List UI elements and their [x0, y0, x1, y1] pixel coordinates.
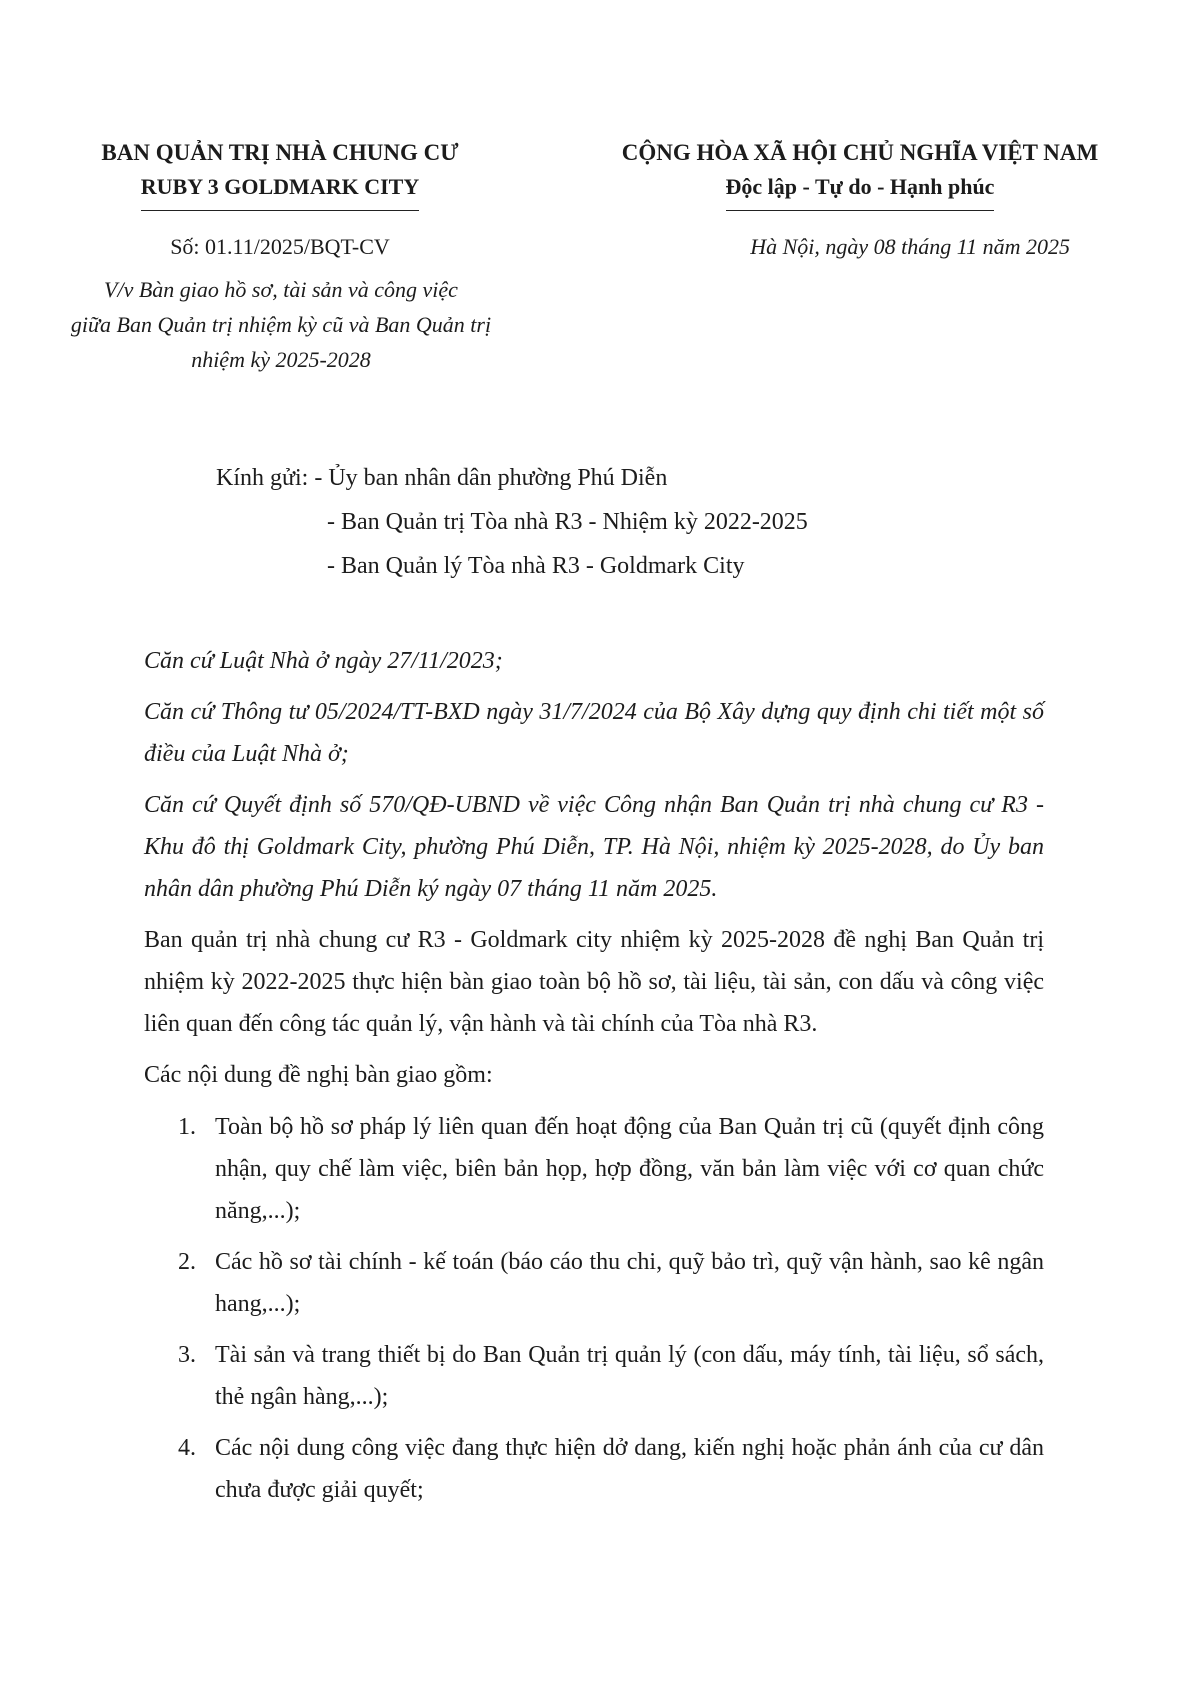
org-name-line1: BAN QUẢN TRỊ NHÀ CHUNG CƯ [101, 140, 459, 165]
legal-basis: Căn cứ Quyết định số 570/QĐ-UBND về việc Công nhận Ban Quản trị nhà chung cư R3 - Khu đô thị Goldmark City, phường Phú Diễn, TP. Hà Nội, nhiệm kỳ 2025-2028, do Ủy ban nhân dân phường Phú Diễn ký ngày 07 tháng 11 năm 2025. [144, 792, 1044, 902]
list-item-text: Các hồ sơ tài chính - kế toán (báo cáo thu chi, quỹ bảo trì, quỹ vận hành, sao kê ngân hang,...); [215, 1249, 1044, 1317]
subject-line: V/v Bàn giao hồ sơ, tài sản và công việc [104, 277, 458, 302]
list-item-text: Các nội dung công việc đang thực hiện dở dang, kiến nghị hoặc phản ánh của cư dân chưa được giải quyết; [215, 1435, 1044, 1503]
list-item [144, 1334, 1044, 1418]
subject-block [66, 272, 496, 377]
list-item [144, 1241, 1044, 1325]
nation-motto: Độc lập - Tự do - Hạnh phúc [726, 170, 995, 211]
recipient-item: - Ban Quản trị Tòa nhà R3 - Nhiệm kỳ 2022-2025 [327, 509, 808, 535]
list-item-text: Tài sản và trang thiết bị do Ban Quản trị quản lý (con dấu, máy tính, tài liệu, sổ sách, thẻ ngân hàng,...); [215, 1342, 1044, 1410]
legal-basis: Căn cứ Luật Nhà ở ngày 27/11/2023; [144, 648, 503, 674]
list-item-text: Toàn bộ hồ sơ pháp lý liên quan đến hoạt động của Ban Quản trị cũ (quyết định công nhận, quy chế làm việc, biên bản họp, hợp đồng, văn bản làm việc với cơ quan chức năng,...); [215, 1114, 1044, 1224]
list-item [144, 1427, 1044, 1511]
issuing-organization [60, 136, 500, 211]
handover-list [144, 1106, 1044, 1511]
recipients-label: Kính gửi: [216, 465, 309, 491]
date-place: Hà Nội, ngày 08 tháng 11 năm 2025 [750, 234, 1070, 259]
org-name-line2: RUBY 3 GOLDMARK CITY [141, 170, 419, 211]
recipient-row [216, 456, 808, 500]
list-item-number: 1. [178, 1114, 196, 1140]
nation-title: CỘNG HÒA XÃ HỘI CHỦ NGHĨA VIỆT NAM [621, 140, 1099, 165]
subject-line: giữa Ban Quản trị nhiệm kỳ cũ và Ban Quản trị [70, 312, 492, 337]
recipient-item: - Ủy ban nhân dân phường Phú Diễn [314, 465, 668, 491]
list-item [144, 1106, 1044, 1232]
request-paragraph: Ban quản trị nhà chung cư R3 - Goldmark city nhiệm kỳ 2025-2028 đề nghị Ban Quản trị nhiệm kỳ 2022-2025 thực hiện bàn giao toàn bộ hồ sơ, tài liệu, tài sản, con dấu và công việc liên quan đến công tác quản lý, vận hành và tài chính của Tòa nhà R3. [144, 927, 1044, 1037]
list-intro: Các nội dung đề nghị bàn giao gồm: [144, 1062, 493, 1088]
recipients-block [216, 456, 808, 588]
recipient-item: - Ban Quản lý Tòa nhà R3 - Goldmark City [327, 553, 745, 579]
list-item-number: 2. [178, 1249, 196, 1275]
subject-line: nhiệm kỳ 2025-2028 [191, 347, 371, 372]
legal-basis: Căn cứ Thông tư 05/2024/TT-BXD ngày 31/7/2024 của Bộ Xây dựng quy định chi tiết một số điều của Luật Nhà ở; [144, 699, 1044, 767]
national-header [570, 136, 1150, 211]
list-item-number: 3. [178, 1342, 196, 1368]
document-body [144, 640, 1044, 1520]
document-number: Số: 01.11/2025/BQT-CV [170, 234, 390, 259]
list-item-number: 4. [178, 1435, 196, 1461]
